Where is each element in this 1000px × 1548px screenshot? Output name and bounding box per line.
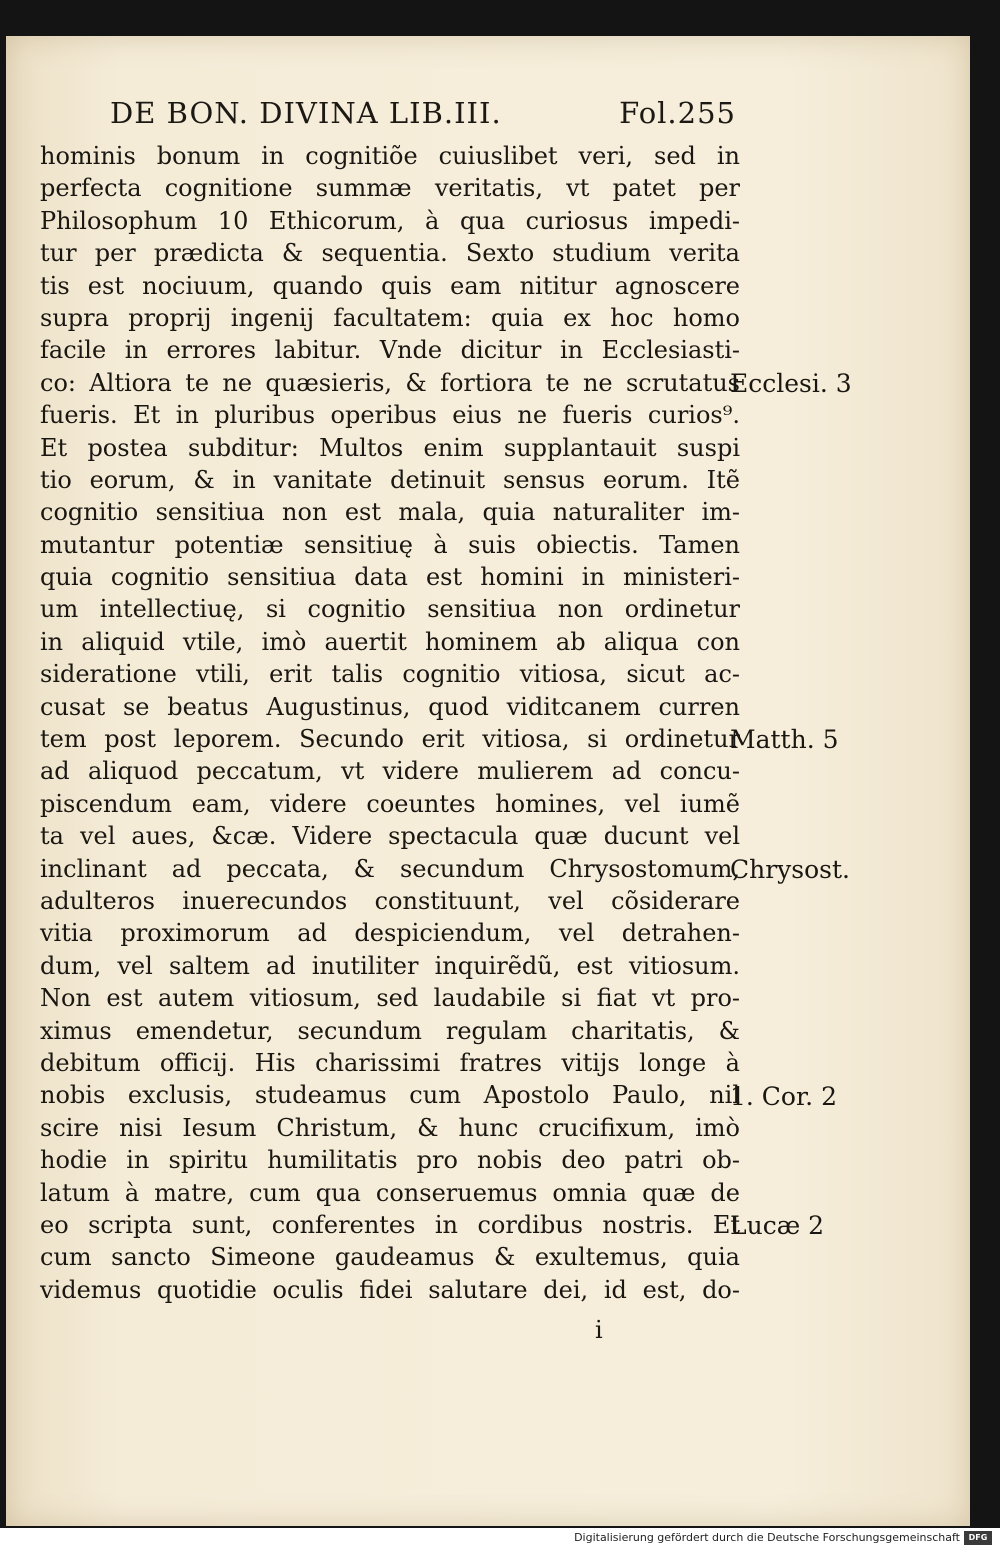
text-line: adulteros inuerecundos constituunt, vel cõsiderare [40,886,740,915]
text-line: in aliquid vtile, imò auertit hominem ab aliqua con [40,627,740,656]
text-line: cognitio sensitiua non est mala, quia naturaliter im- [40,498,740,527]
margin-note: Lucæ 2 [730,1211,825,1241]
signature-mark: i [595,1316,603,1344]
text-line: debitum officij. His charissimi fratres vitijs longe à [40,1048,740,1077]
body-text [40,140,740,1306]
text-line: eo scripta sunt, conferentes in cordibus nostris. Et [40,1210,740,1239]
text-line: mutantur potentiæ sensitiuę à suis obiectis. Tamen [40,530,740,559]
text-line: cusat se beatus Augustinus, quod viditcanem curren [40,692,740,721]
text-line: dum, vel saltem ad inutiliter inquirẽdũ, est vitiosum. [40,951,740,980]
text-line: ad aliquod peccatum, vt videre mulierem ad concu- [40,757,740,786]
running-head [110,96,740,132]
text-line: ximus emendetur, secundum regulam charitatis, & [40,1016,740,1045]
text-line: ta vel aues, &cæ. Videre spectacula quæ ducunt vel [40,822,740,851]
margin-note: 1. Cor. 2 [730,1081,837,1111]
dfg-logo-icon: DFG [964,1531,992,1545]
text-line: tur per prædicta & sequentia. Sexto studium verita [40,239,740,268]
text-line: vitia proximorum ad despiciendum, vel detrahen- [40,919,740,948]
text-line: videmus quotidie oculis fidei salutare dei, id est, do- [40,1275,740,1304]
text-line: facile in errores labitur. Vnde dicitur in Ecclesiasti- [40,336,740,365]
text-line: sideratione vtili, erit talis cognitio vitiosa, sicut ac- [40,660,740,689]
margin-note: Matth. 5 [730,725,839,755]
text-line: scire nisi Iesum Christum, & hunc crucifixum, imò [40,1113,740,1142]
text-line: um intellectiuę, si cognitio sensitiua non ordinetur [40,595,740,624]
text-line: perfecta cognitione summæ veritatis, vt patet per [40,174,740,203]
footer-bar [0,1528,1000,1548]
running-head-title: DE BON. DIVINA LIB.III. [110,96,502,130]
footer-credit: Digitalisierung gefördert durch die Deutsche Forschungsgemeinschaft [574,1531,960,1544]
text-line: fueris. Et in pluribus operibus eius ne fueris curios⁹. [40,401,740,430]
text-line: supra proprij ingenij facultatem: quia ex hoc homo [40,303,740,332]
text-line: Non est autem vitiosum, sed laudabile si fiat vt pro- [40,984,740,1013]
folio-number: Fol.255 [619,96,736,130]
text-line: tem post leporem. Secundo erit vitiosa, si ordinetur [40,725,740,754]
text-line: tio eorum, & in vanitate detinuit sensus eorum. Itẽ [40,465,740,494]
text-line: Philosophum 10 Ethicorum, à qua curiosus impedi- [40,206,740,235]
margin-note: Ecclesi. 3 [730,368,852,398]
text-line: tis est nociuum, quando quis eam nititur agnoscere [40,271,740,300]
text-line: cum sancto Simeone gaudeamus & exultemus, quia [40,1243,740,1272]
text-line: nobis exclusis, studeamus cum Apostolo Paulo, nil [40,1081,740,1110]
text-line: hominis bonum in cognitiõe cuiuslibet veri, sed in [40,142,740,170]
text-line: latum à matre, cum qua conseruemus omnia quæ de [40,1178,740,1207]
text-line: hodie in spiritu humilitatis pro nobis deo patri ob- [40,1146,740,1175]
text-line: Et postea subditur: Multos enim supplantauit suspi [40,433,740,462]
text-line: piscendum eam, videre coeuntes homines, vel iumẽ [40,789,740,818]
text-line: co: Altiora te ne quæsieris, & fortiora te ne scrutatus [40,368,740,397]
margin-note: Chrysost. [730,854,851,884]
text-line: inclinant ad peccata, & secundum Chrysostomum, [40,854,740,883]
text-line: quia cognitio sensitiua data est homini in ministeri- [40,563,740,592]
